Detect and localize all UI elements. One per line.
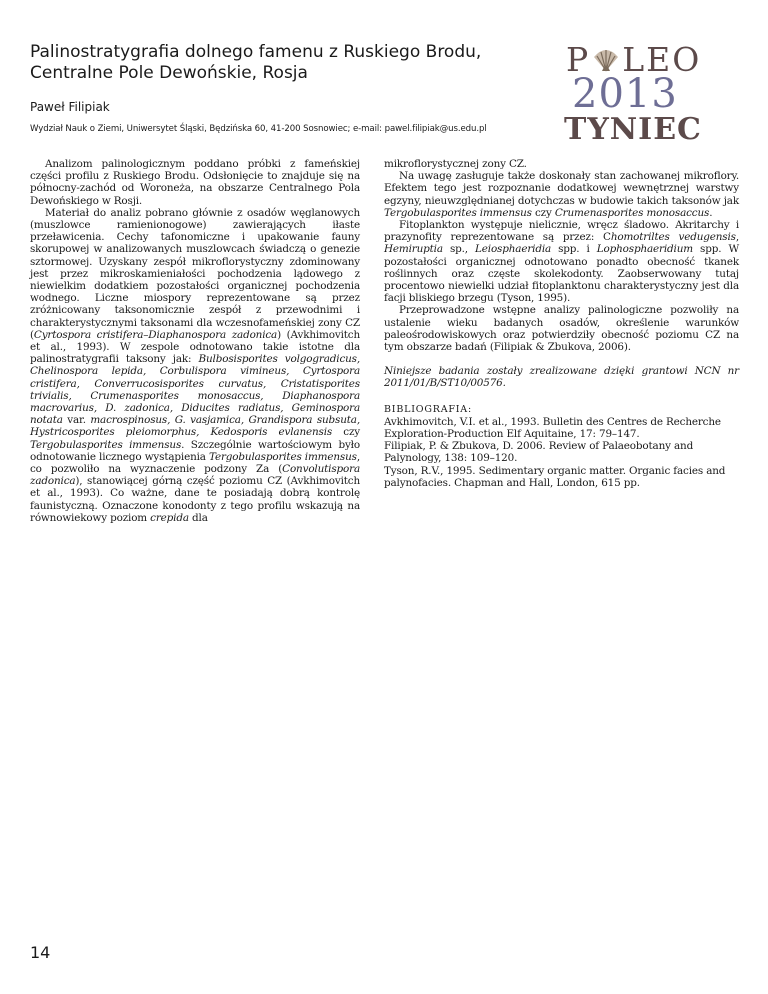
bibliography-entry: Tyson, R.V., 1995. Sedimentary organic matter. Organic facies and palynofacies. Chapman and Hall, London, 615 pp. [384,464,726,489]
bibliography-entry: Filipiak, P. & Zbukova, D. 2006. Review of Palaeobotany and Palynology, 138: 109–120. [384,440,694,465]
right-column [384,158,739,489]
left-column [30,158,360,524]
author-name: Paweł Filipiak [30,100,110,114]
paragraph-conclusions: Przeprowadzone wstępne analizy palinologiczne pozwoliły na ustalenie wieku badanych osadów, określenie warunków paleośrodowiskowych oraz potwierdziły obecność poziomu CZ na tym obszarze badań (Filipiak & Zbukova, 2006). [384,304,739,354]
paragraph-phytoplankton: Fitoplankton występuje nielicznie, wręcz śladowo. Akritarchy i prazynofity reprezentowane są przez: Chomotriltes vedugensis, Hemiruptia sp., Leiosphaeridia spp. i Lophosphaeridium spp. W pozostałości organicznej odnotowano ponadto obecność tkanek roślinnych oraz częste skolekodonty. Zaobserwowany tutaj procentowo niewielki udział fitoplanktonu charakterystyczny jest dla facji bliskiego brzegu (Tyson, 1995). [384,219,739,305]
paragraph-continuation: mikroflorystycznej zony CZ. [384,158,527,170]
paleo-2013-logo [560,40,702,147]
paragraph-intro: Analizom palinologicznym poddano próbki z fameńskiej części profilu z Ruskiego Brodu. Odsłonięcie to znajduje się na północny-zachód od Woroneża, na obszarze Centralnego Pola Dewońskiego w Rosji. [30,158,360,207]
bibliography-entry: Avkhimovitch, V.I. et al., 1993. Bulletin des Centres de Recherche Exploration-Production Elf Aquitaine, 17: 79–147. [384,415,721,441]
logo-year: 2013 [572,71,678,117]
title-line-2: Centralne Pole Dewońskie, Rosja [30,63,308,83]
paragraph-material: Materiał do analiz pobrano głównie z osadów węglanowych (muszlowce ramienionogowe) zawierających iłaste przeławicenia. Cechy tafonomiczne i upakowanie fauny skorupowej w analizowanych muszlowcach świadczą o genezie sztormowej. Uzyskany zespół mikroflorystyczny zdominowany jest przez mikroskamieniałości pochodzenia lądowego z niewielkim dodatkiem pozostałości organicznej pochodzenia wodnego. Liczne miospory reprezentowane są przez zróżnicowany taksonomicznie zespół z przewodnimi i charakterystycznymi taksonami dla wczesnofameńskiej zony CZ (Cyrtospora cristifera–Diaphanospora zadonica) (Avkhimovitch et al., 1993). W zespole odnotowano takie istotne dla palinostratygrafii taksony jak: Bulbosisporites volgogradicus, Chelinospora lepida, Corbulispora vimineus, Cyrtospora cristifera, Converrucosisporites curvatus, Cristatisporites trivialis, Crumenasporites monosaccus, Diaphanospora macrovarius, D. zadonica, Diducites radiatus, Geminospora notata var. macrospinosus, G. vasjamica, Grandispora subsuta, Hystricosporites pleiomorphus, Kedosporis evlanensis czy Tergobulasporites immensus. Szczególnie wartościowym było odnotowanie licznego wystąpienia Tergobulasporites immensus, co pozwoliło na wyznaczenie podzony Za (Convolutispora zadonica), stanowiącej górną część poziomu CZ (Avkhimovitch et al., 1993). Co ważne, dane te posiadają dobrą kontrolę faunistyczną. Oznaczone konodonty z tego profilu wskazują na równowiekowy poziom crepida dla [30,206,360,524]
paragraph-preservation: Na uwagę zasługuje także doskonały stan zachowanej mikroflory. Efektem tego jest rozpoznanie dodatkowej wewnętrznej warstwy egzyny, nieuwzględnianej dotychczas w budowie takich taksonów jak Tergobulasporites immensus czy Crumenasporites monosaccus. [384,170,739,219]
page-number: 14 [30,943,51,962]
title-line-1: Palinostratygrafia dolnego famenu z Ruskiego Brodu, [30,42,482,62]
bibliography-list [384,416,739,489]
logo-word: P LEO [566,40,702,79]
bibliography-heading: BIBLIOGRAFIA: [384,403,472,415]
page-title [30,42,500,84]
author-affiliation: Wydział Nauk o Ziemi, Uniwersytet Śląski, Będzińska 60, 41-200 Sosnowiec; e-mail: pawel.filipiak@us.edu.pl [30,124,487,134]
logo-place: TYNIEC [564,112,702,147]
grant-note: Niniejsze badania zostały zrealizowane dzięki grantowi NCN nr 2011/01/B/ST10/00576. [384,365,739,390]
shell-icon [592,47,620,73]
